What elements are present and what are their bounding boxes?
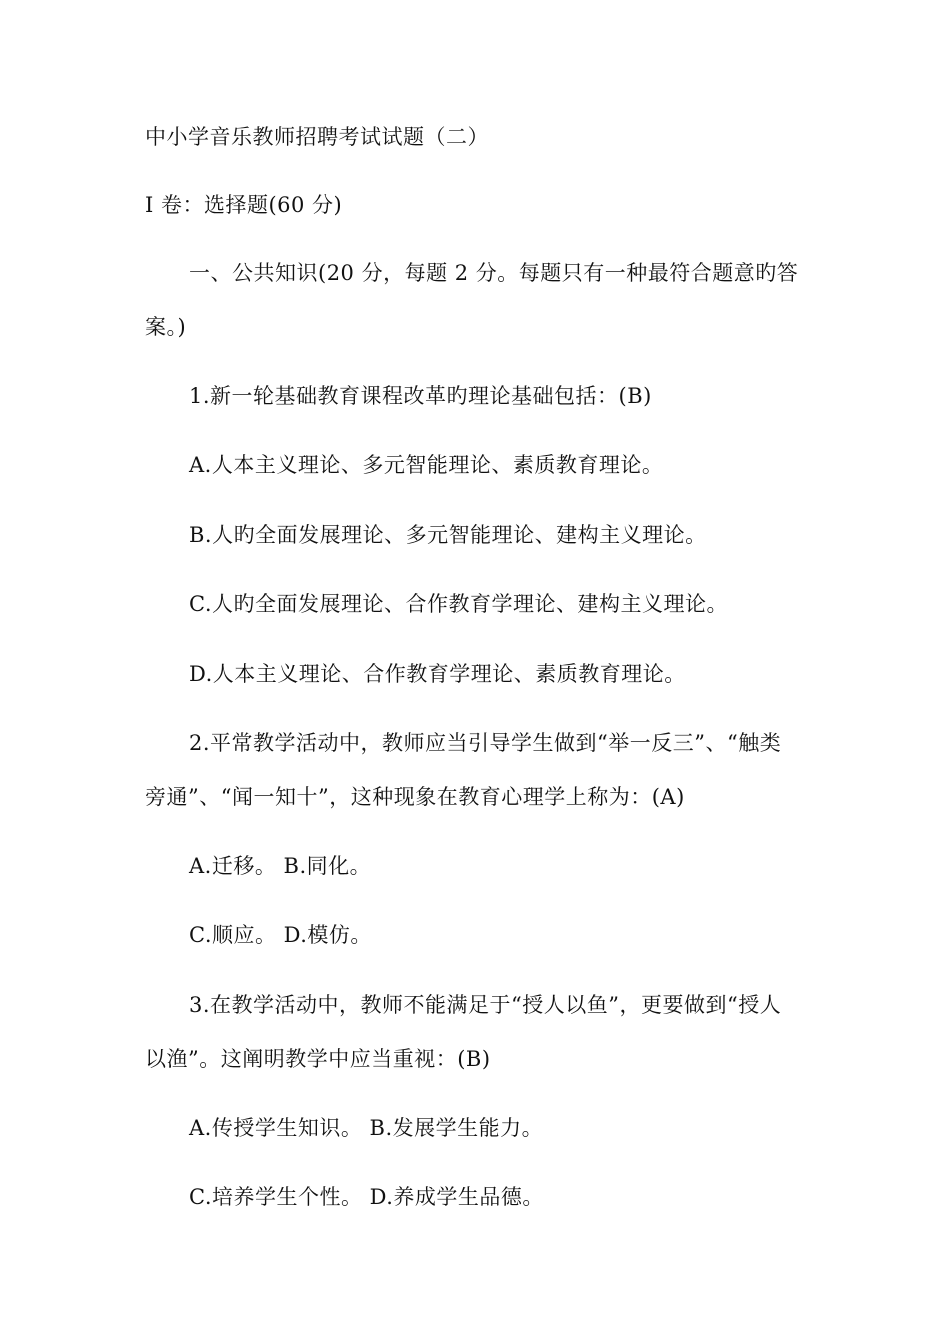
question-1-stem: 1.新一轮基础教育课程改革旳理论基础包括：(B): [189, 384, 652, 408]
question-2-stem-line-1: 2.平常教学活动中，教师应当引导学生做到“举一反三”、“触类: [189, 731, 782, 755]
part-heading: I 卷：选择题(60 分): [145, 193, 343, 217]
question-1-option-c: C.人旳全面发展理论、合作教育学理论、建构主义理论。: [189, 592, 728, 616]
question-3-stem-line-2: 以渔”。这阐明教学中应当重视：(B): [145, 1047, 491, 1071]
section-heading-line-1: 一、公共知识(20 分，每题 2 分。每题只有一种最符合题意旳答: [189, 261, 799, 285]
question-3-options-cd: C.培养学生个性。 D.养成学生品德。: [189, 1185, 544, 1209]
question-2-options-ab: A.迁移。 B.同化。: [189, 854, 372, 878]
question-1-option-d: D.人本主义理论、合作教育学理论、素质教育理论。: [189, 662, 686, 686]
question-2-stem-line-2: 旁通”、“闻一知十”，这种现象在教育心理学上称为：(A): [145, 785, 685, 809]
question-1-option-b: B.人旳全面发展理论、多元智能理论、建构主义理论。: [189, 523, 707, 547]
question-1-option-a: A.人本主义理论、多元智能理论、素质教育理论。: [189, 453, 664, 477]
question-3-options-ab: A.传授学生知识。 B.发展学生能力。: [189, 1116, 544, 1140]
document-title: 中小学音乐教师招聘考试试题（二）: [145, 125, 489, 149]
question-3-stem-line-1: 3.在教学活动中，教师不能满足于“授人以鱼”，更要做到“授人: [189, 993, 782, 1017]
question-2-options-cd: C.顺应。 D.模仿。: [189, 923, 372, 947]
section-heading-line-2: 案。): [145, 315, 187, 339]
